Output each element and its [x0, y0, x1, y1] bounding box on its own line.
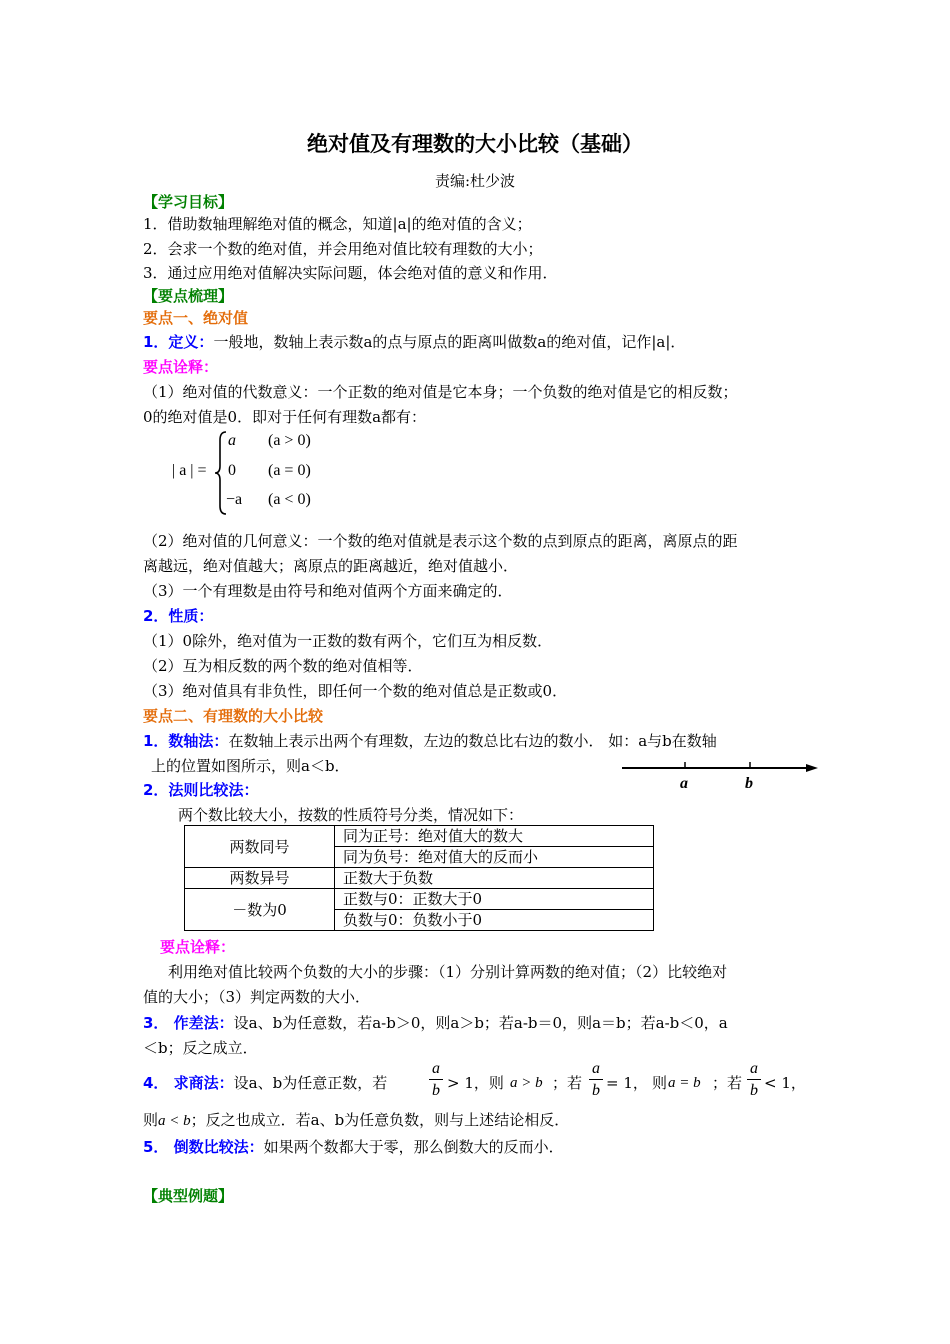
fraction-denominator: b [750, 1082, 758, 1099]
case-value: −a [226, 491, 243, 508]
fraction-denominator: b [432, 1082, 440, 1099]
method4-text: ；反之也成立．若a、b为任意负数，则与上述结论相反． [190, 1111, 570, 1129]
fraction-numerator: a [750, 1060, 758, 1077]
method3-text: 设a、b为任意数，若a-b＞0，则a＞b；若a-b＝0，则a＝b；若a-b＜0，a [233, 1014, 728, 1032]
method4-result: a > b [510, 1075, 543, 1091]
table-cell: 负数与0：负数小于0 [335, 910, 654, 931]
method5-label: 5． 倒数比较法： [143, 1138, 264, 1156]
fraction-numerator: a [592, 1060, 600, 1077]
note-line: 利用绝对值比较两个负数的大小的步骤：（1）分别计算两数的绝对值；（2）比较绝对 [168, 963, 728, 981]
property-item: （2）互为相反数的两个数的绝对值相等． [143, 657, 423, 675]
point-b-label: b [745, 775, 753, 792]
case-condition: (a > 0) [268, 432, 311, 449]
fraction-numerator: a [432, 1060, 440, 1077]
case-value: 0 [228, 462, 236, 479]
method4-text: ；若 [712, 1074, 743, 1092]
definition-line [143, 332, 685, 352]
property-item: （1）0除外，绝对值为一正数的数有两个，它们互为相反数． [143, 632, 553, 650]
note2-line: （2）绝对值的几何意义：一个数的绝对值就是表示这个数的点到原点的距离，离原点的距 [143, 532, 738, 550]
number-line [620, 758, 820, 792]
method5-line [143, 1137, 564, 1157]
method4-text: = 1， [606, 1074, 648, 1092]
table-row [185, 889, 654, 910]
table-cell: 正数与0：正数大于0 [335, 889, 654, 910]
examples-heading: 【典型例题】 [143, 1187, 234, 1205]
definition-text: 一般地，数轴上表示数a的点与原点的距离叫做数a的绝对值，记作|a|． [213, 333, 686, 351]
table-cell: 两数同号 [185, 826, 335, 868]
method4-line [143, 1073, 387, 1093]
comparison-table [184, 825, 654, 931]
method2-label: 2．法则比较法： [143, 781, 259, 799]
goal-item: 1．借助数轴理解绝对值的概念，知道|a|的绝对值的含义； [143, 215, 532, 233]
note1-line: （1）绝对值的代数意义：一个正数的绝对值是它本身；一个负数的绝对值是它的相反数； [143, 383, 738, 401]
method4-text: 则 [143, 1111, 159, 1129]
fraction-a-over-b [429, 1060, 443, 1099]
point2-heading: 要点二、有理数的大小比较 [143, 707, 324, 725]
goals-heading: 【学习目标】 [143, 193, 234, 211]
note3-line: （3）一个有理数是由符号和绝对值两个方面来确定的． [143, 582, 513, 600]
table-cell: 同为正号：绝对值大的数大 [335, 826, 654, 847]
method4-label: 4． 求商法： [143, 1074, 234, 1092]
definition-label: 1．定义： [143, 333, 214, 351]
method1-label: 1．数轴法： [143, 732, 229, 750]
method4-text: 则 [652, 1074, 668, 1092]
page-title: 绝对值及有理数的大小比较（基础） [307, 132, 643, 156]
method4-line [143, 1110, 569, 1131]
note2-line: 离越远，绝对值越大；离原点的距离越近，绝对值越小． [143, 557, 519, 575]
property-item: （3）绝对值具有非负性，即任何一个数的绝对值总是正数或0． [143, 682, 568, 700]
method3-line: ＜b；反之成立． [143, 1039, 258, 1057]
method1-line: 上的位置如图所示，则a＜b． [151, 757, 350, 775]
table-cell: 同为负号：绝对值大的反而小 [335, 847, 654, 868]
keypoints-heading: 【要点梳理】 [143, 287, 234, 305]
method4-text: ；若 [552, 1074, 583, 1092]
point-a-label: a [680, 775, 688, 792]
case-condition: (a < 0) [268, 491, 311, 508]
method1-text: 在数轴上表示出两个有理数，左边的数总比右边的数小． 如：a与b在数轴 [228, 732, 717, 750]
table-cell: 正数大于负数 [335, 868, 654, 889]
author-line: 责编:杜少波 [434, 172, 516, 190]
formula-lhs: | a | = [172, 462, 207, 479]
method3-line [143, 1013, 728, 1033]
method4-text: > 1，则 [447, 1074, 504, 1092]
fraction-a-over-b [589, 1060, 603, 1099]
note-label: 要点诠释： [143, 358, 219, 376]
note-label: 要点诠释： [160, 938, 236, 956]
method4-text: 设a、b为任意正数，若 [233, 1074, 388, 1092]
method2-intro: 两个数比较大小，按数的性质符号分类，情况如下： [178, 806, 524, 824]
table-cell: －数为0 [185, 889, 335, 931]
fraction-denominator: b [592, 1082, 600, 1099]
table-row [185, 868, 654, 889]
table-cell: 两数异号 [185, 868, 335, 889]
table-row [185, 826, 654, 847]
fraction-a-over-b [747, 1060, 761, 1099]
point1-heading: 要点一、绝对值 [143, 309, 249, 327]
method4-text: < 1， [764, 1074, 806, 1092]
method1-line [143, 731, 717, 751]
method3-label: 3． 作差法： [143, 1014, 234, 1032]
note-line: 值的大小；（3）判定两数的大小． [143, 988, 371, 1006]
goal-item: 3．通过应用绝对值解决实际问题，体会绝对值的意义和作用． [143, 264, 558, 282]
case-value: a [228, 432, 236, 449]
case-condition: (a = 0) [268, 462, 311, 479]
property-label: 2．性质： [143, 607, 214, 625]
goal-item: 2．会求一个数的绝对值，并会用绝对值比较有理数的大小； [143, 240, 543, 258]
method4-result: a < b [158, 1113, 191, 1129]
note1-line: 0的绝对值是0．即对于任何有理数a都有： [143, 408, 427, 426]
method4-result: a = b [668, 1075, 701, 1091]
method5-text: 如果两个数都大于零，那么倒数大的反而小． [263, 1138, 564, 1156]
